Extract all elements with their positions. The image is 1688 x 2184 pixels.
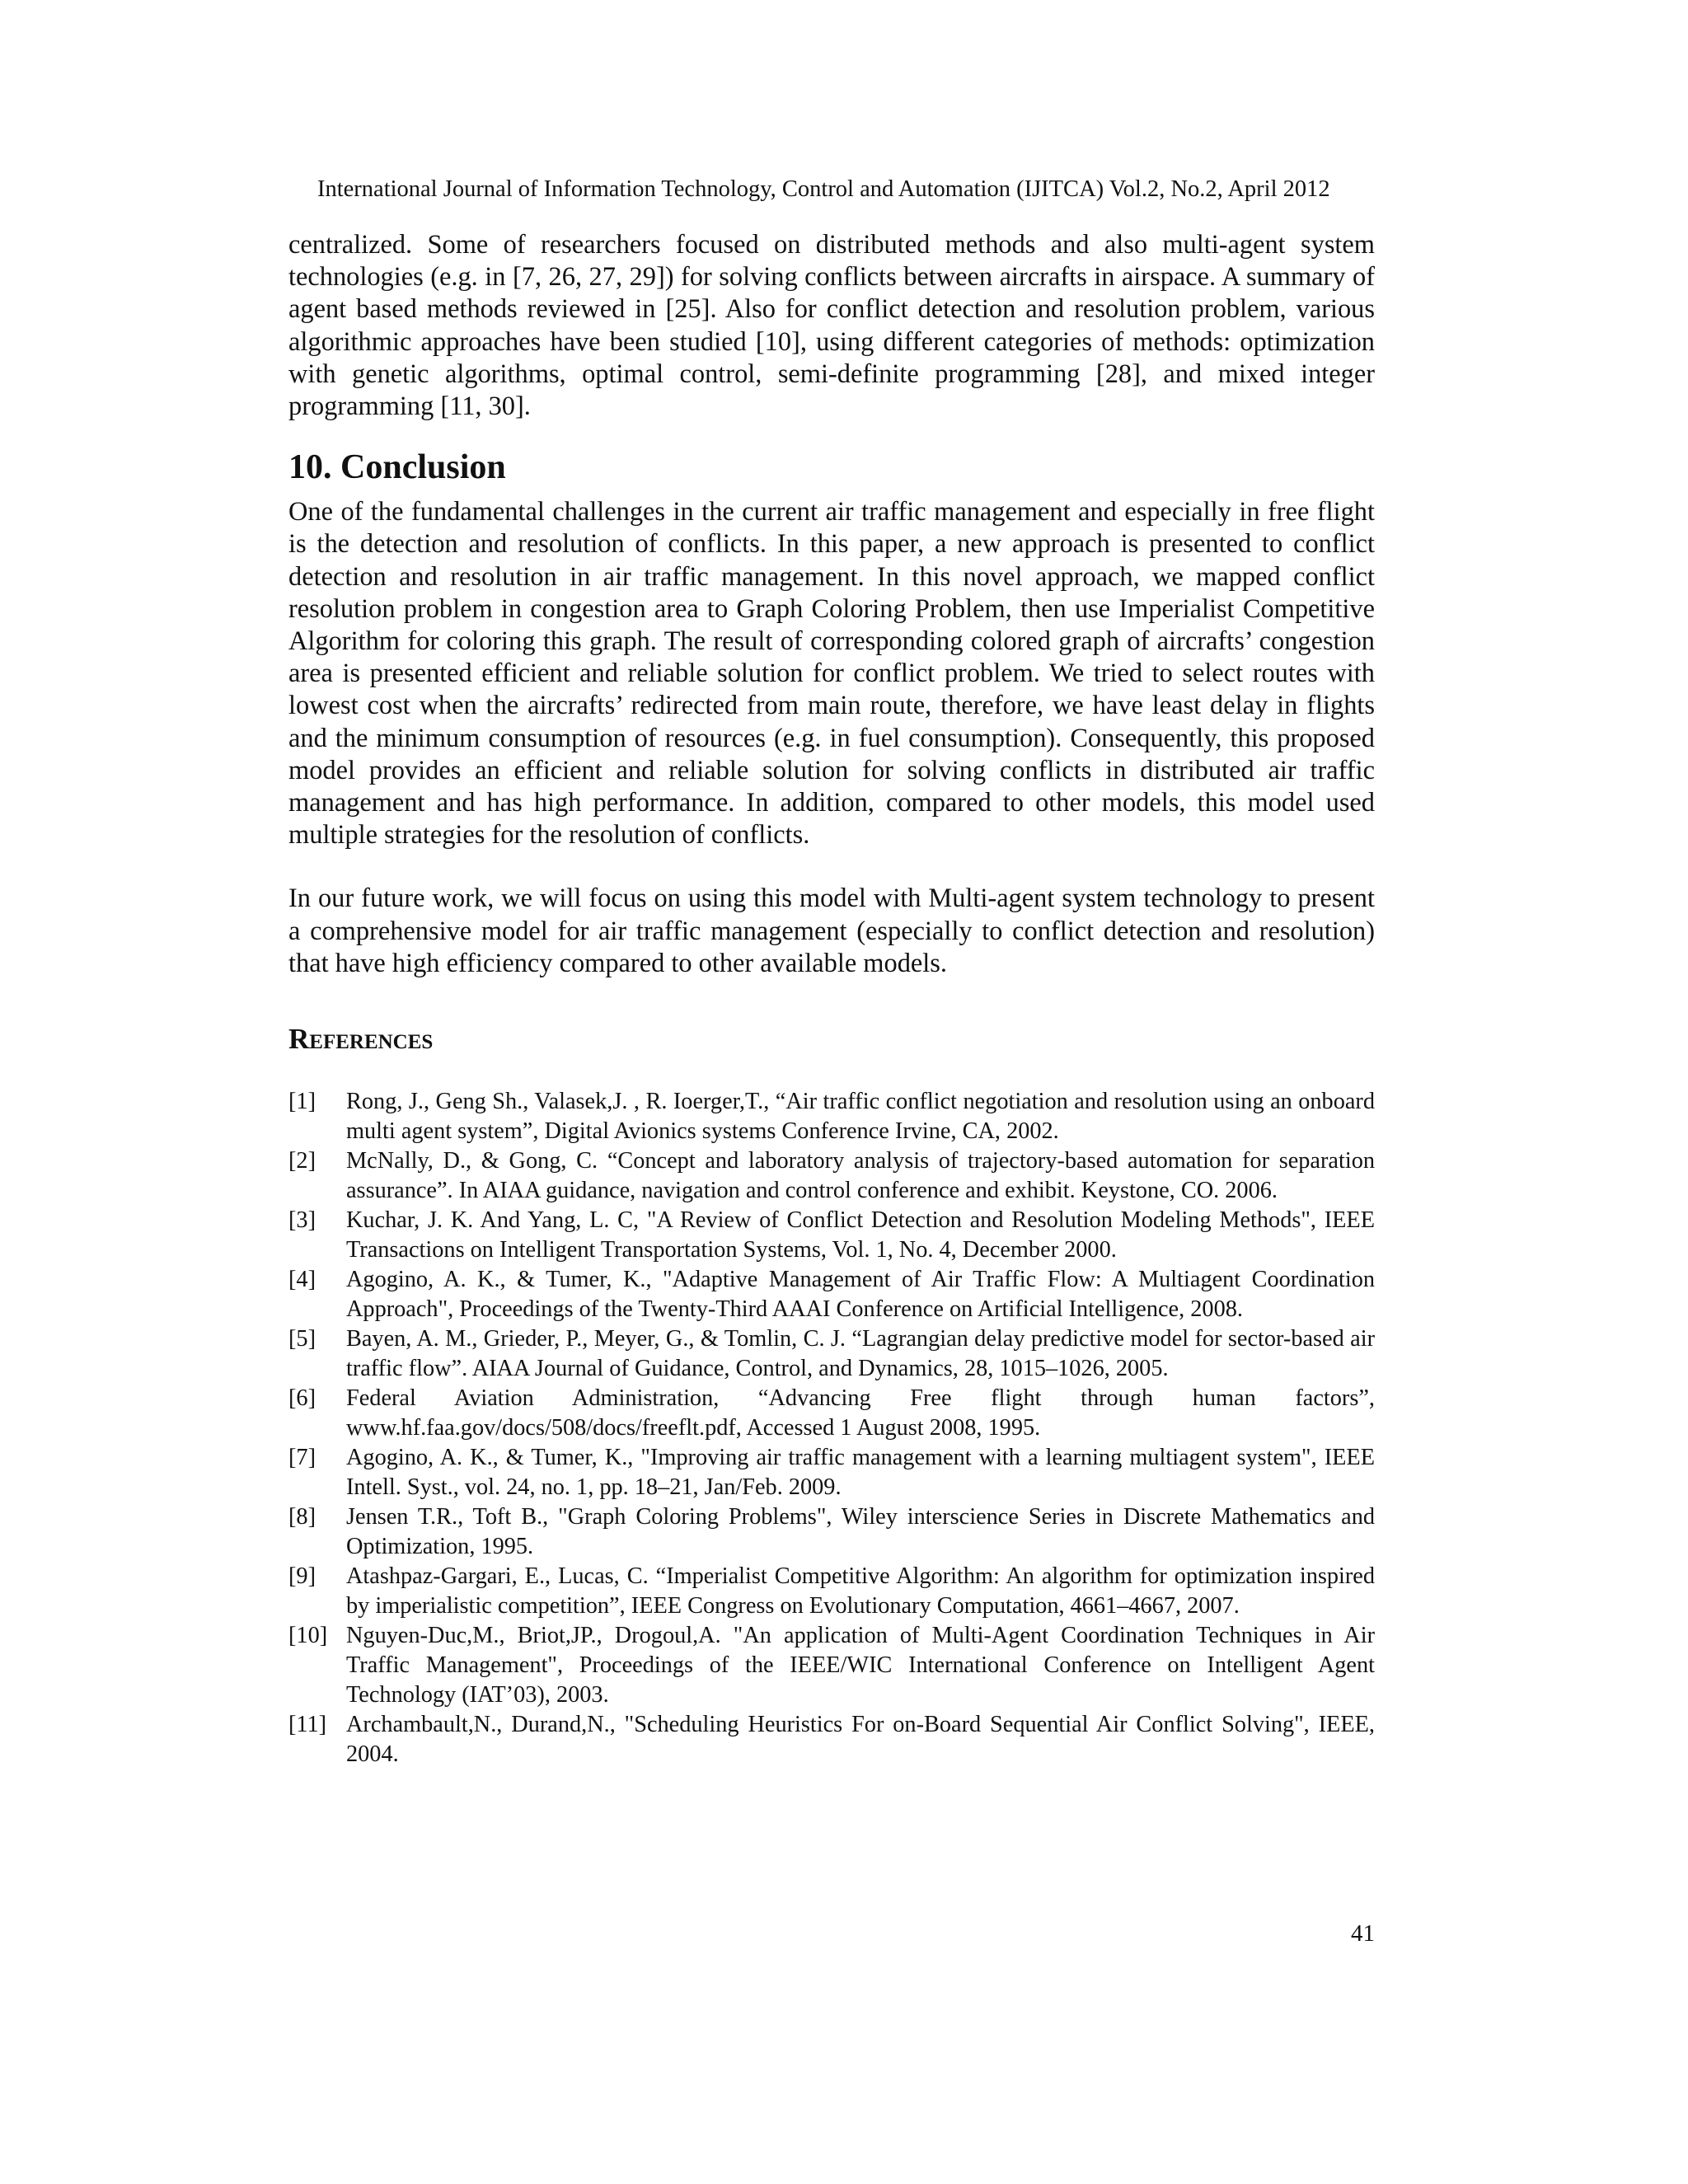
references-heading: References: [288, 1023, 434, 1056]
reference-item: [288, 1562, 1375, 1621]
reference-number: [5]: [288, 1326, 316, 1352]
reference-text: Rong, J., Geng Sh., Valasek,J. , R. Ioerger,T., “Air traffic conflict negotiation and resolution using an onboard multi agent system”, Digital Avionics systems Conference Irvine, CA, 2002.: [346, 1089, 1375, 1145]
reference-item: [288, 1710, 1375, 1769]
reference-item: [288, 1502, 1375, 1562]
reference-number: [2]: [288, 1148, 316, 1174]
reference-text: Federal Aviation Administration, “Advancing Free flight through human factors”, www.hf.faa.gov/docs/508/docs/freeflt.pdf, Accessed 1 August 2008, 1995.: [346, 1385, 1375, 1441]
reference-item: [288, 1384, 1375, 1443]
reference-item: [288, 1443, 1375, 1502]
reference-number: [8]: [288, 1504, 316, 1530]
conclusion-heading: 10. Conclusion: [288, 448, 506, 487]
reference-number: [3]: [288, 1207, 316, 1234]
reference-text: Jensen T.R., Toft B., "Graph Coloring Problems", Wiley interscience Series in Discrete Mathematics and Optimization, 1995.: [346, 1504, 1375, 1560]
reference-number: [9]: [288, 1563, 316, 1590]
reference-number: [10]: [288, 1623, 328, 1649]
reference-item: [288, 1146, 1375, 1206]
page-content: [288, 229, 1375, 1769]
reference-number: [7]: [288, 1445, 316, 1471]
reference-text: Atashpaz-Gargari, E., Lucas, C. “Imperialist Competitive Algorithm: An algorithm for optimization inspired by imperialistic competition”, IEEE Congress on Evolutionary Computation, 4661–4667, 2007.: [346, 1563, 1375, 1619]
reference-number: [4]: [288, 1267, 316, 1293]
page-number: 41: [1351, 1920, 1375, 1947]
reference-item: [288, 1324, 1375, 1384]
reference-text: Agogino, A. K., & Tumer, K., "Adaptive Management of Air Traffic Flow: A Multiagent Coordination Approach", Proceedings of the Twenty-Third AAAI Conference on Artificial Intelligence, 2008.: [346, 1267, 1375, 1323]
journal-running-header: International Journal of Information Technology, Control and Automation (IJITCA) Vol.2, No.2, April 2012: [317, 176, 1330, 202]
conclusion-paragraph-2: In our future work, we will focus on using this model with Multi-agent system technology to present a comprehensive model for air traffic management (especially to conflict detection and resolution) that have high efficiency compared to other available models.: [288, 883, 1375, 978]
reference-text: Agogino, A. K., & Tumer, K., "Improving air traffic management with a learning multiagent system", IEEE Intell. Syst., vol. 24, no. 1, pp. 18–21, Jan/Feb. 2009.: [346, 1445, 1375, 1501]
reference-text: Kuchar, J. K. And Yang, L. C, "A Review of Conflict Detection and Resolution Modeling Methods", IEEE Transactions on Intelligent Transportation Systems, Vol. 1, No. 4, December 2000.: [346, 1207, 1375, 1263]
reference-item: [288, 1087, 1375, 1146]
intro-paragraph: centralized. Some of researchers focused on distributed methods and also multi-agent system technologies (e.g. in [7, 26, 27, 29]) for solving conflicts between aircrafts in airspace. A summary of agent based methods reviewed in [25]. Also for conflict detection and resolution problem, various algorithmic approaches have been studied [10], using different categories of methods: optimization with genetic algorithms, optimal control, semi-definite programming [28], and mixed integer programming [11, 30].: [288, 230, 1375, 422]
reference-item: [288, 1206, 1375, 1265]
references-list: [288, 1087, 1375, 1769]
reference-text: Bayen, A. M., Grieder, P., Meyer, G., & Tomlin, C. J. “Lagrangian delay predictive model for sector-based air traffic flow”. AIAA Journal of Guidance, Control, and Dynamics, 28, 1015–1026, 2005.: [346, 1326, 1375, 1382]
conclusion-paragraph-1: One of the fundamental challenges in the current air traffic management and especially in free flight is the detection and resolution of conflicts. In this paper, a new approach is presented to conflict detection and resolution in air traffic management. In this novel approach, we mapped conflict resolution problem in congestion area to Graph Coloring Problem, then use Imperialist Competitive Algorithm for coloring this graph. The result of corresponding colored graph of aircrafts’ congestion area is presented efficient and reliable solution for conflict problem. We tried to select routes with lowest cost when the aircrafts’ redirected from main route, therefore, we have least delay in flights and the minimum consumption of resources (e.g. in fuel consumption). Consequently, this proposed model provides an efficient and reliable solution for solving conflicts in distributed air traffic management and has high performance. In addition, compared to other models, this model used multiple strategies for the resolution of conflicts.: [288, 497, 1375, 851]
reference-item: [288, 1621, 1375, 1710]
reference-number: [1]: [288, 1089, 316, 1115]
reference-number: [6]: [288, 1385, 316, 1412]
reference-text: McNally, D., & Gong, C. “Concept and laboratory analysis of trajectory-based automation for separation assurance”. In AIAA guidance, navigation and control conference and exhibit. Keystone, CO. 2006.: [346, 1148, 1375, 1204]
reference-item: [288, 1265, 1375, 1324]
reference-number: [11]: [288, 1712, 327, 1738]
reference-text: Archambault,N., Durand,N., "Scheduling Heuristics For on-Board Sequential Air Conflict Solving", IEEE, 2004.: [346, 1712, 1375, 1768]
reference-text: Nguyen-Duc,M., Briot,JP., Drogoul,A. "An application of Multi-Agent Coordination Techniques in Air Traffic Management", Proceedings of the IEEE/WIC International Conference on Intelligent Agent Technology (IAT’03), 2003.: [346, 1623, 1375, 1708]
